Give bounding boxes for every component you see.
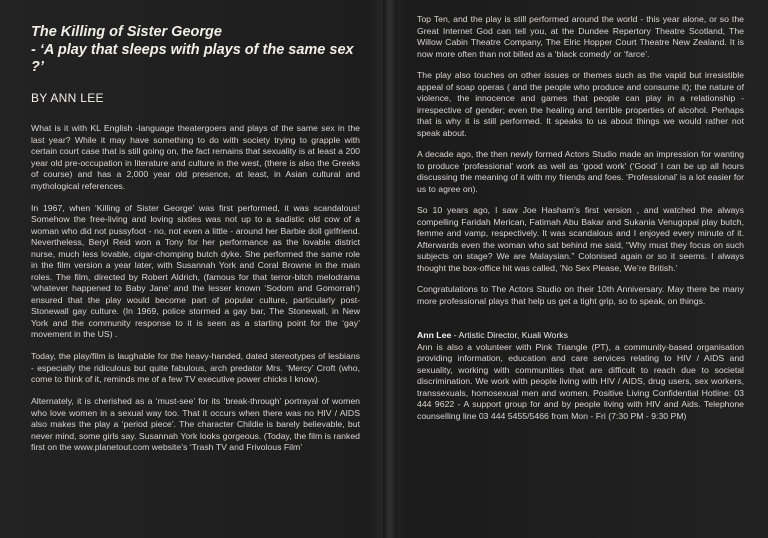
paragraph: The play also touches on other issues or themes such as the vapid but irresistible appeal of soap operas ( and the people who produce and consume it); the nature of violence, the innocence and games that people can play in a relationship - irrespective of gender; even the healing and terrible properties of alcohol. Perhaps that is why it is still performed. It speaks to us about things we would rather not speak about. xyxy=(417,70,744,138)
paragraph: What is it with KL English -language theatergoers and plays of the same sex in the last year? While it may have something to do with society trying to grapple with certain court case that is still going on, the fact remains that sexuality is at least a 200 year old pre-occupation in literature and culture in the west, (there is also the Greeks of course) and has a 2,000 year old presence, at least, in Asian cultural and mythological references. xyxy=(31,123,360,191)
paragraph: Today, the play/film is laughable for the heavy-handed, dated stereotypes of lesbians - especially the ridiculous but quite fabulous, arch predator Mrs. ‘Mercy’ Croft (who, come to think of it, reminds me of a few TV executive power chicks I know). xyxy=(31,351,360,384)
bio-role: - Artistic Director, Kuali Works xyxy=(451,330,568,340)
bio-name: Ann Lee xyxy=(417,330,452,340)
paragraph: A decade ago, the then newly formed Actors Studio made an impression for wanting to produce ‘professional’ work as well as ‘good work’ (‘Good’ I can be up all hours discussing the meaning of it with my friends and foes. ‘Professional’ is a lot easier for us to agree on). xyxy=(417,149,744,194)
paragraph: Top Ten, and the play is still performed around the world - this year alone, or so the Great Internet God can tell you, at the Dundee Repertory Theatre Scotland, The Willow Cabin Theatre Company, The Elric Hopper Court Theatre New Zealand. It is now more often than not billed as a ‘black comedy’ or ‘farce’. xyxy=(417,14,744,59)
page-gutter xyxy=(383,0,397,538)
bio-heading xyxy=(417,330,744,342)
byline: BY ANN LEE xyxy=(31,91,104,105)
bio-text: Ann is also a volunteer with Pink Triangle (PT), a community-based organisation providing information, education and care services relating to HIV / AIDS and sexuality, working with communities that are difficult to reach due to societal discrimination. We work with people living with HIV / AIDS, drug users, sex workers, transsexuals, homosexual men and women. Positive Living Confidential Hotline: 03 444 9622 - A support group for and by people living with HIV and Aids. Telephone counselling line 03 444 5455/5466 from Mon - Fri (7:30 PM - 9:30 PM) xyxy=(417,341,744,421)
paragraph: In 1967, when ‘Killing of Sister George’ was first performed, it was scandalous! Somehow the free-living and loving sixties was not up to a sadistic old cow of a woman who did not pussyfoot - no, not even a little - around her Barbie doll girlfriend. Nevertheless, Beryl Reid won a Tony for her performance as the lovable district nurse, much less lovable, cigar-chomping butch dyke. She performed the same role in the film version a year later, with Susannah York and Coral Browne in the main roles. The film, directed by Robert Aldrich, (famous for that terror-bitch melodrama ‘whatever happened to Baby Jane’ and the lesser known ‘Sodom and Gomorrah’) ensured that the play would become part of popular culture, particularly post-Stonewall gay culture. (In 1969, police stormed a gay bar, The Stonewall, in New York and the community response to it is seen as a starting point for the ‘gay’ movement in the US) . xyxy=(31,202,360,339)
author-bio xyxy=(417,330,744,422)
article-title: The Killing of Sister George xyxy=(31,24,222,40)
paragraph: Congratulations to The Actors Studio on their 10th Anniversary. May there be many more professional plays that help us get a tight grip, so to speak, on things. xyxy=(417,284,744,306)
right-page xyxy=(397,0,768,538)
article-subtitle: - ‘A play that sleeps with plays of the same sex ?’ xyxy=(31,42,354,75)
paragraph: Alternately, it is cherished as a ‘must-see’ for its ‘break-through’ portrayal of women who love women in a sexual way too. That it occurs when there was no HIV / AIDS also makes the play a ‘period piece’. The character Childie is barely believable, but never mind, some girls say. Susannah York looks gorgeous. (Today, the film is ranked first on the www.planetout.com website’s ‘Trash TV and Frivolous Film’ xyxy=(31,396,360,452)
paragraph: So 10 years ago, I saw Joe Hasham’s first version , and watched the always compelling Faridah Merican, Fatimah Abu Bakar and Sukania Venugopal play butch, femme and vamp, respectively. It was scandalous and I enjoyed every minute of it. Afterwards even the woman who sat behind me said, “Why must they focus on such subjects on stage? We are Malaysian.” Colonised again or so it seems. I always thought the box-office hit was called, ‘No Sex Please, We’re British.’ xyxy=(417,205,744,273)
left-body xyxy=(31,123,360,454)
